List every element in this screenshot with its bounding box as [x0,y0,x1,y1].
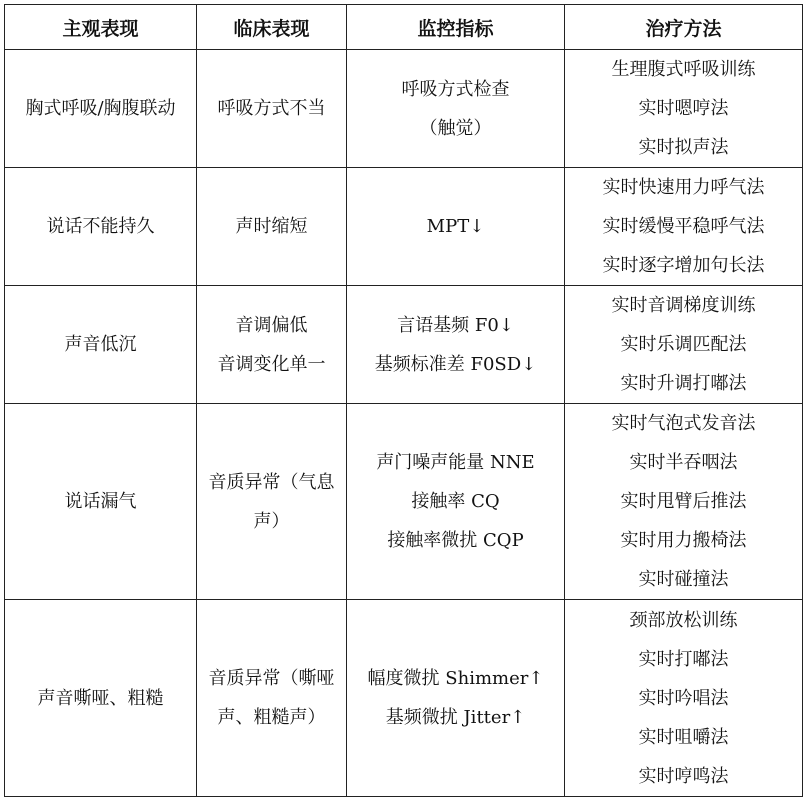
cell-text: 实时音调梯度训练 [611,295,756,316]
cell-text: 呼吸方式不当 [217,98,326,119]
header-monitoring: 监控指标 [347,5,565,50]
table-row [5,600,803,797]
cell-text: 实时快速用力呼气法 [602,177,765,198]
cell-text: 颈部放松训练 [629,609,738,631]
cell-text: 实时甩臂后推法 [620,491,747,512]
cell-text: 实时吟唱法 [638,687,729,709]
cell-treatment [565,50,803,168]
cell-text: 生理腹式呼吸训练 [611,59,756,80]
cell-text: 实时哼鸣法 [638,765,729,787]
cell-text: 说话不能持久 [46,216,155,237]
cell-text: 呼吸方式检查 [401,78,510,100]
cell-text: 实时拟声法 [638,137,729,158]
cell-clinical [197,600,347,797]
cell-text: 说话漏气 [64,491,137,512]
cell-treatment [565,600,803,797]
cell-clinical [197,50,347,168]
header-clinical: 临床表现 [197,5,347,50]
cell-text: 接触率 CQ [411,491,500,512]
cell-clinical [197,286,347,404]
cell-text: 声门噪声能量 NNE [376,452,535,473]
cell-monitoring [347,168,565,286]
cell-text: （触觉） [419,117,492,139]
cell-text: 声音低沉 [64,334,137,355]
cell-subjective [5,600,197,797]
cell-text: 音质异常（嘶哑声、粗糙声） [208,668,335,728]
cell-subjective [5,286,197,404]
cell-subjective [5,168,197,286]
cell-monitoring [347,286,565,404]
table-row [5,50,803,168]
cell-text: 基频微扰 Jitter↑ [385,707,526,728]
cell-text: 实时嗯哼法 [638,98,729,119]
cell-treatment [565,168,803,286]
cell-text: MPT↓ [426,216,485,237]
cell-text: 实时升调打嘟法 [620,373,747,394]
cell-text: 实时咀嚼法 [638,726,729,748]
table-row [5,168,803,286]
cell-text: 基频标准差 F0SD↓ [374,353,537,375]
cell-text: 接触率微扰 CQP [387,530,524,551]
table-row [5,404,803,600]
header-subjective: 主观表现 [5,5,197,50]
cell-text: 实时逐字增加句长法 [602,255,765,276]
cell-text: 实时乐调匹配法 [620,334,747,355]
cell-text: 实时碰撞法 [638,569,729,590]
cell-text: 音调变化单一 [217,353,326,375]
cell-text: 实时气泡式发音法 [611,413,756,434]
document-page [4,4,802,795]
cell-text: 音调偏低 [235,314,308,336]
cell-clinical [197,168,347,286]
cell-text: 言语基频 F0↓ [397,314,514,336]
treatment-table [4,4,803,797]
cell-text: 胸式呼吸/胸腹联动 [25,98,176,119]
cell-text: 幅度微扰 Shimmer↑ [367,668,544,689]
cell-treatment [565,286,803,404]
header-treatment: 治疗方法 [565,5,803,50]
cell-text: 实时打嘟法 [638,648,729,670]
table-row [5,286,803,404]
cell-text: 声时缩短 [235,216,308,237]
cell-treatment [565,404,803,600]
cell-monitoring [347,404,565,600]
cell-text: 实时缓慢平稳呼气法 [602,216,765,237]
cell-text: 实时半吞咽法 [629,452,738,473]
cell-text: 音质异常（气息声） [208,471,335,532]
cell-text: 实时用力搬椅法 [620,530,747,551]
cell-text: 声音嘶哑、粗糙 [37,687,164,709]
cell-monitoring [347,50,565,168]
cell-monitoring [347,600,565,797]
header-row [5,5,803,50]
cell-subjective [5,404,197,600]
cell-clinical [197,404,347,600]
cell-subjective [5,50,197,168]
